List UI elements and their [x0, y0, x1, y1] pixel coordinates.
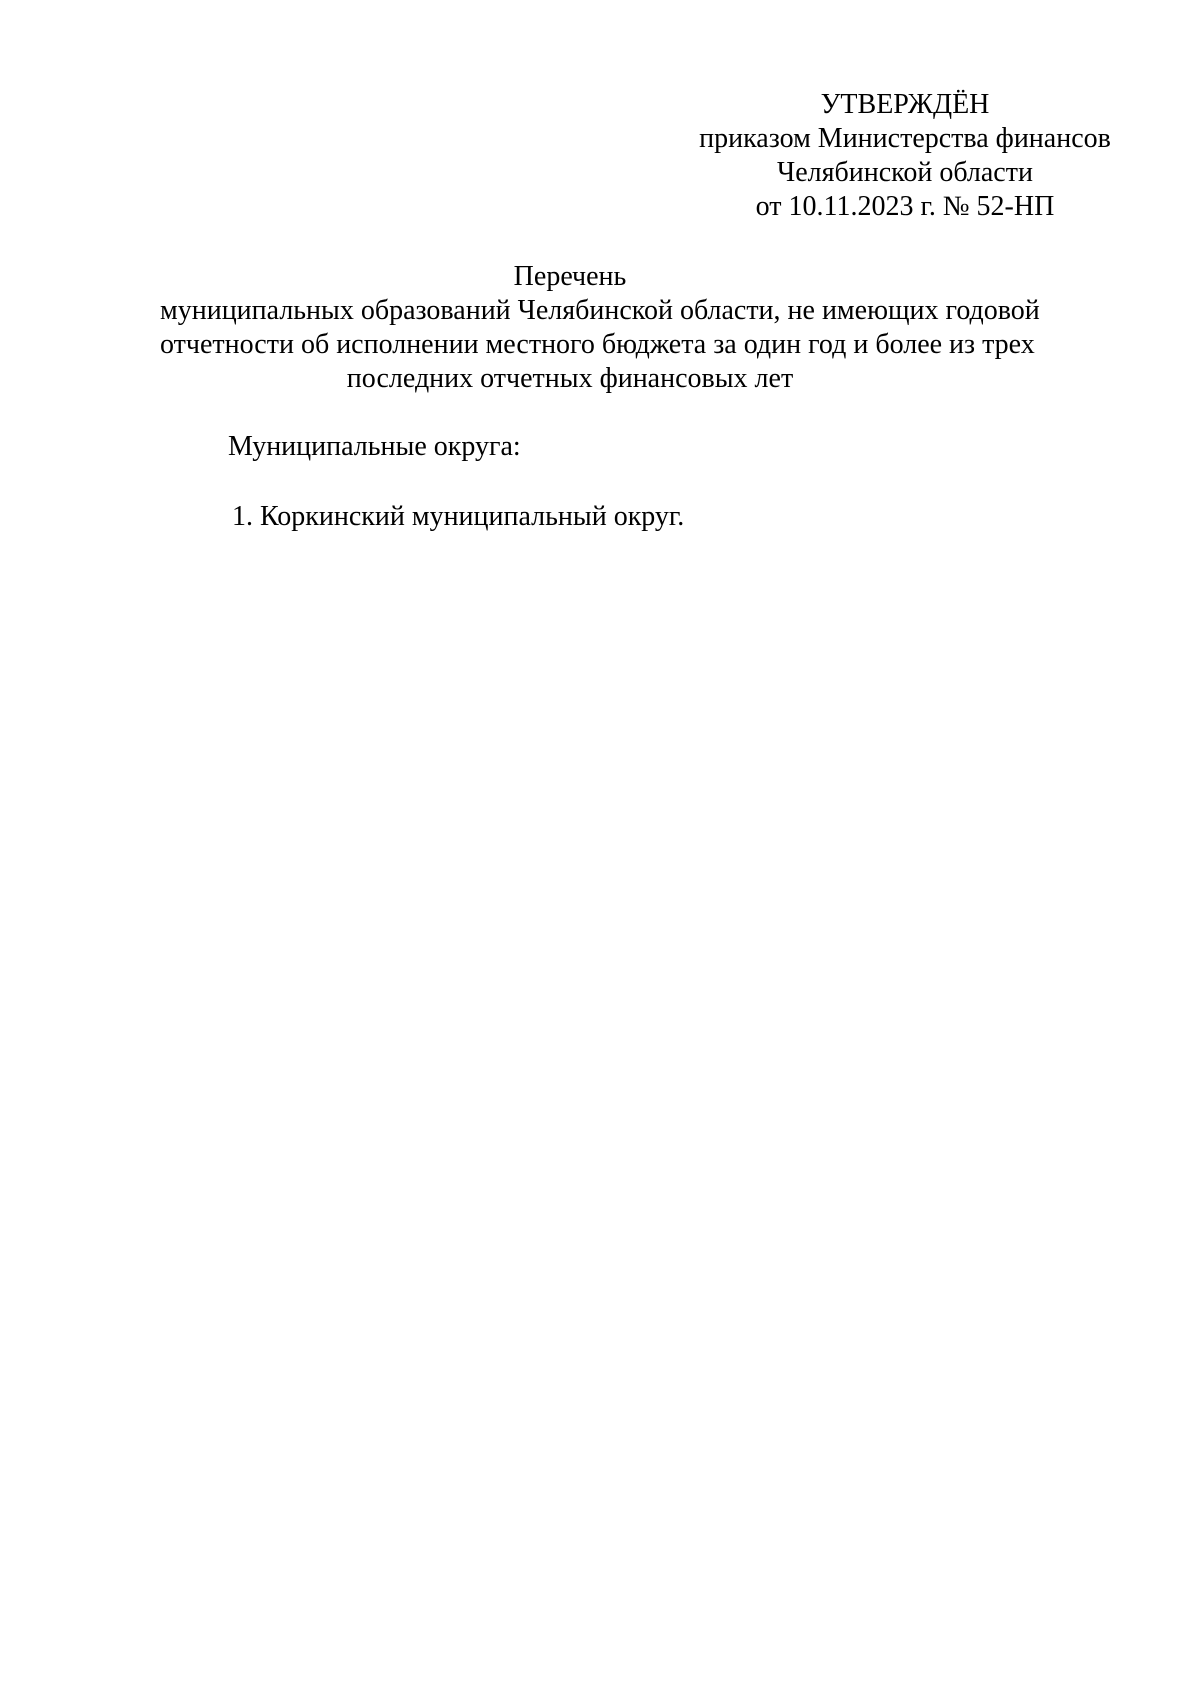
section-heading: Муниципальные округа: [228, 431, 521, 462]
title-line: муниципальных образований Челябинской области, не имеющих годовой [160, 295, 1040, 326]
approval-stamp [680, 88, 1130, 224]
title-line: отчетности об исполнении местного бюджета за один год и более из трех [160, 329, 1035, 360]
document-title [160, 260, 1040, 396]
title-line: последних отчетных финансовых лет [346, 363, 794, 394]
approval-issuer: приказом Министерства финансов [699, 123, 1111, 154]
approval-status: УТВЕРЖДЁН [820, 89, 990, 120]
approval-date-number: от 10.11.2023 г. № 52-НП [755, 191, 1055, 222]
municipality-list [232, 500, 684, 534]
title-line: Перечень [513, 261, 627, 292]
list-item: 1. Коркинский муниципальный округ. [232, 501, 685, 532]
approval-region: Челябинской области [777, 157, 1033, 188]
